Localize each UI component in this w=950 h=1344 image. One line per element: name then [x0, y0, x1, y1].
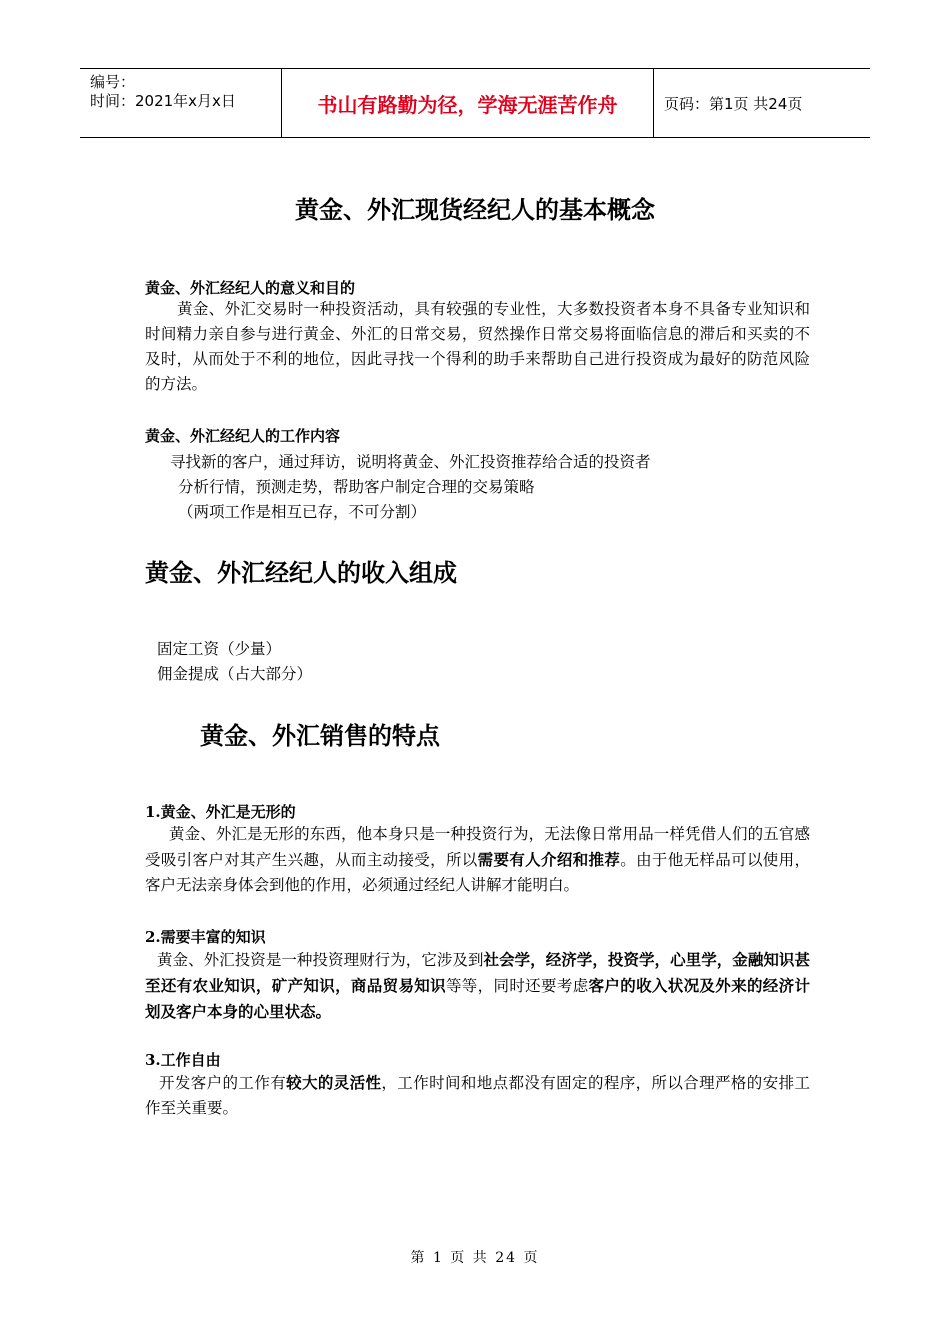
text-run-bold: 较大的灵活性: [286, 1073, 382, 1092]
text-run-bold: 客户的收入状况及外来的经济计划及客户本身的心里状态。: [145, 976, 810, 1021]
income-line-1: 固定工资（少量）: [157, 640, 282, 658]
text-run: 等等，同时还要考虑: [445, 977, 589, 995]
section-heading-meaning: 黄金、外汇经纪人的意义和目的: [145, 279, 356, 297]
text-run-bold: 需要有人介绍和推荐: [477, 850, 621, 869]
time-label: 时间：2021年x月x日: [90, 92, 236, 110]
section-heading-work: 黄金、外汇经纪人的工作内容: [145, 427, 341, 445]
feature-paragraph-intangible: [145, 822, 810, 898]
feature-paragraph-freedom: [145, 1070, 810, 1121]
header-motto: 书山有路勤为径，学海无涯苦作舟: [282, 69, 654, 137]
text-run: 黄金、外汇是无形的东西，他本身只是一种投资行为，无法像日常用品一样凭借人们的五官感受吸引客户对其产生兴趣，从而主动接受，所以: [145, 825, 810, 869]
feature-heading-knowledge: 2.需要丰富的知识: [145, 928, 266, 946]
text-run: 开发客户的工作有: [159, 1074, 287, 1092]
text-run-bold: 社会学，经济学，投资学，心里学，金融知识甚至还有农业知识，矿产知识，商品贸易知识: [145, 950, 810, 995]
number-label: 编号：: [90, 73, 136, 91]
header-page-info: 页码：第1页 共24页: [664, 94, 803, 113]
feature-heading-intangible: 1.黄金、外汇是无形的: [145, 803, 296, 821]
work-line-1: 寻找新的客户，通过拜访，说明将黄金、外汇投资推荐给合适的投资者: [170, 453, 651, 471]
feature-heading-freedom: 3.工作自由: [145, 1051, 221, 1069]
document-title: 黄金、外汇现货经纪人的基本概念: [295, 196, 655, 224]
page-footer: 第 1 页 共 24 页: [410, 1250, 540, 1266]
work-line-3: （两项工作是相互已存，不可分割）: [178, 503, 427, 521]
text-run: ，工作时间和地点都没有固定的程序，所以合理严格的安排工作至关重要。: [145, 1074, 810, 1117]
section-heading-features: 黄金、外汇销售的特点: [200, 722, 440, 750]
text-run: 黄金、外汇投资是一种投资理财行为，它涉及到: [157, 951, 484, 969]
section-paragraph-meaning: 黄金、外汇交易时一种投资活动，具有较强的专业性，大多数投资者本身不具备专业知识和时间精力亲自参与进行黄金、外汇的日常交易，贸然操作日常交易将面临信息的滞后和买卖的不及时，从而处于不利的地位，因此寻找一个得利的助手来帮助自己进行投资成为最好的防范风险的方法。: [145, 300, 810, 393]
header-meta: [80, 69, 282, 137]
income-line-2: 佣金提成（占大部分）: [157, 665, 313, 683]
feature-paragraph-knowledge: [145, 947, 810, 1025]
page-header: [80, 68, 870, 138]
text-run: 。由于他无样品可以使用，客户无法亲身体会到他的作用，必须通过经纪人讲解才能明白。: [145, 851, 810, 894]
work-line-2: 分析行情，预测走势，帮助客户制定合理的交易策略: [178, 478, 535, 496]
section-heading-income: 黄金、外汇经纪人的收入组成: [145, 559, 457, 587]
